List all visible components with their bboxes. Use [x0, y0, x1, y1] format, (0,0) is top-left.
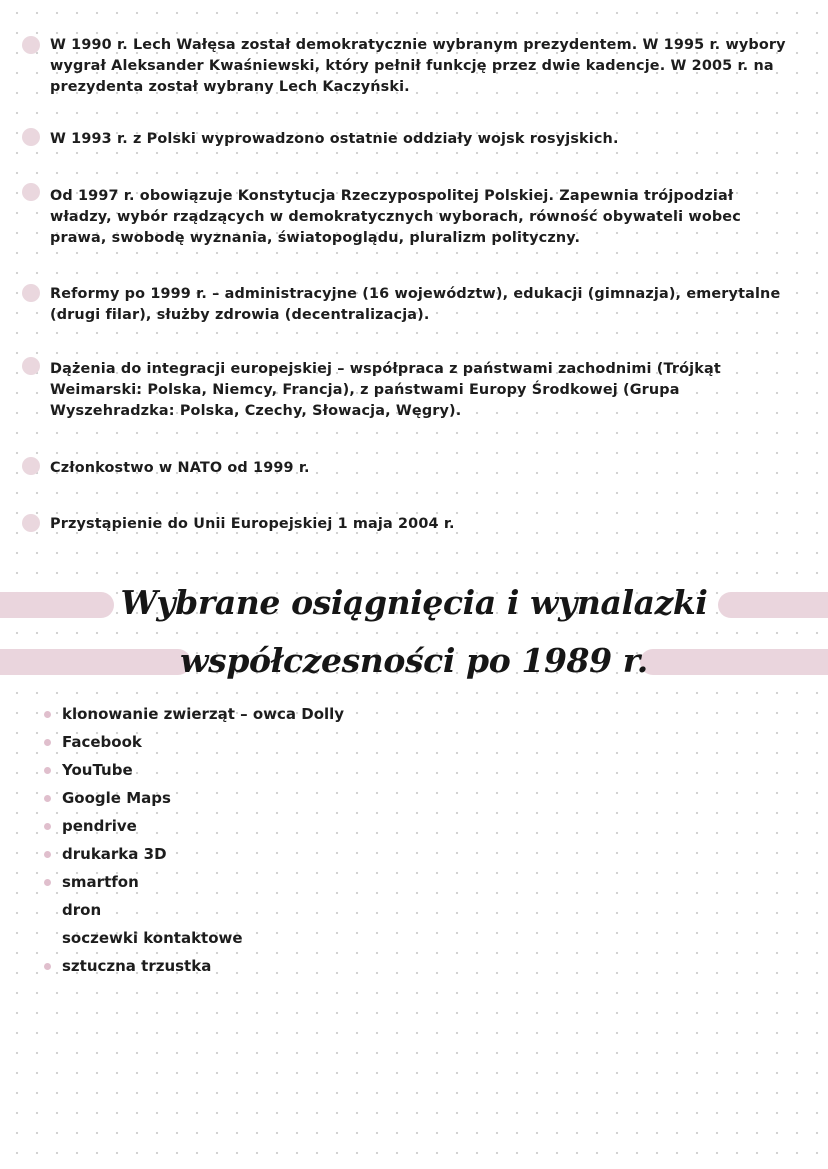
- section-heading-line-1: Wybrane osiągnięcia i wynalazki: [120, 583, 708, 622]
- list-item-6: drukarka 3D: [62, 845, 167, 863]
- fact-bullet-7: [22, 514, 40, 532]
- section-heading-line-2: współczesności po 1989 r.: [180, 641, 648, 680]
- fact-bullet-6: [22, 457, 40, 475]
- fact-text-2: W 1993 r. z Polski wyprowadzono ostatnie oddziały wojsk rosyjskich.: [50, 131, 619, 147]
- fact-bullet-5: [22, 357, 40, 375]
- list-item-8: dron: [62, 901, 102, 919]
- list-bullet-5: [44, 823, 51, 830]
- fact-bullet-2: [22, 128, 40, 146]
- fact-text-7: Przystąpienie do Unii Europejskiej 1 maja 2004 r.: [50, 516, 455, 532]
- list-item-4: Google Maps: [62, 789, 171, 807]
- list-bullet-6: [44, 851, 51, 858]
- fact-bullet-3: [22, 183, 40, 201]
- list-item-7: smartfon: [62, 873, 139, 891]
- fact-text-5: Dążenia do integracji europejskiej – współpraca z państwami zachodnimi (Trójkąt Weimarski: Polska, Niemcy, Francja), z państwami Europy Środkowej (Grupa Wyszehradzka: Polska, Czechy, Słowacja, Węgry).: [50, 361, 721, 419]
- fact-text-3: Od 1997 r. obowiązuje Konstytucja Rzeczypospolitej Polskiej. Zapewnia trójpodział władzy, wybór rządzących w demokratycznych wyborach, równość obywateli wobec prawa, swobodę wyznania, światopoglądu, pluralizm polityczny.: [50, 188, 741, 246]
- list-item-2: Facebook: [62, 733, 142, 751]
- fact-text-6: Członkostwo w NATO od 1999 r.: [50, 460, 310, 476]
- list-bullet-10: [44, 963, 51, 970]
- list-bullet-4: [44, 795, 51, 802]
- list-bullet-7: [44, 879, 51, 886]
- list-bullet-2: [44, 739, 51, 746]
- fact-text-1: W 1990 r. Lech Wałęsa został demokratycznie wybranym prezydentem. W 1995 r. wybory wygrał Aleksander Kwaśniewski, który pełnił funkcję przez dwie kadencje. W 2005 r. na prezydenta został wybrany Lech Kaczyński.: [50, 37, 786, 95]
- fact-text-4: Reformy po 1999 r. – administracyjne (16 województw), edukacji (gimnazja), emerytalne (drugi filar), służby zdrowia (decentralizacja).: [50, 286, 781, 323]
- list-bullet-3: [44, 767, 51, 774]
- list-item-1: klonowanie zwierząt – owca Dolly: [62, 705, 345, 723]
- list-item-5: pendrive: [62, 817, 137, 835]
- list-bullet-1: [44, 711, 51, 718]
- list-item-3: YouTube: [62, 761, 133, 779]
- list-item-9: soczewki kontaktowe: [62, 929, 243, 947]
- fact-bullet-1: [22, 36, 40, 54]
- fact-bullet-4: [22, 284, 40, 302]
- list-item-10: sztuczna trzustka: [62, 957, 212, 975]
